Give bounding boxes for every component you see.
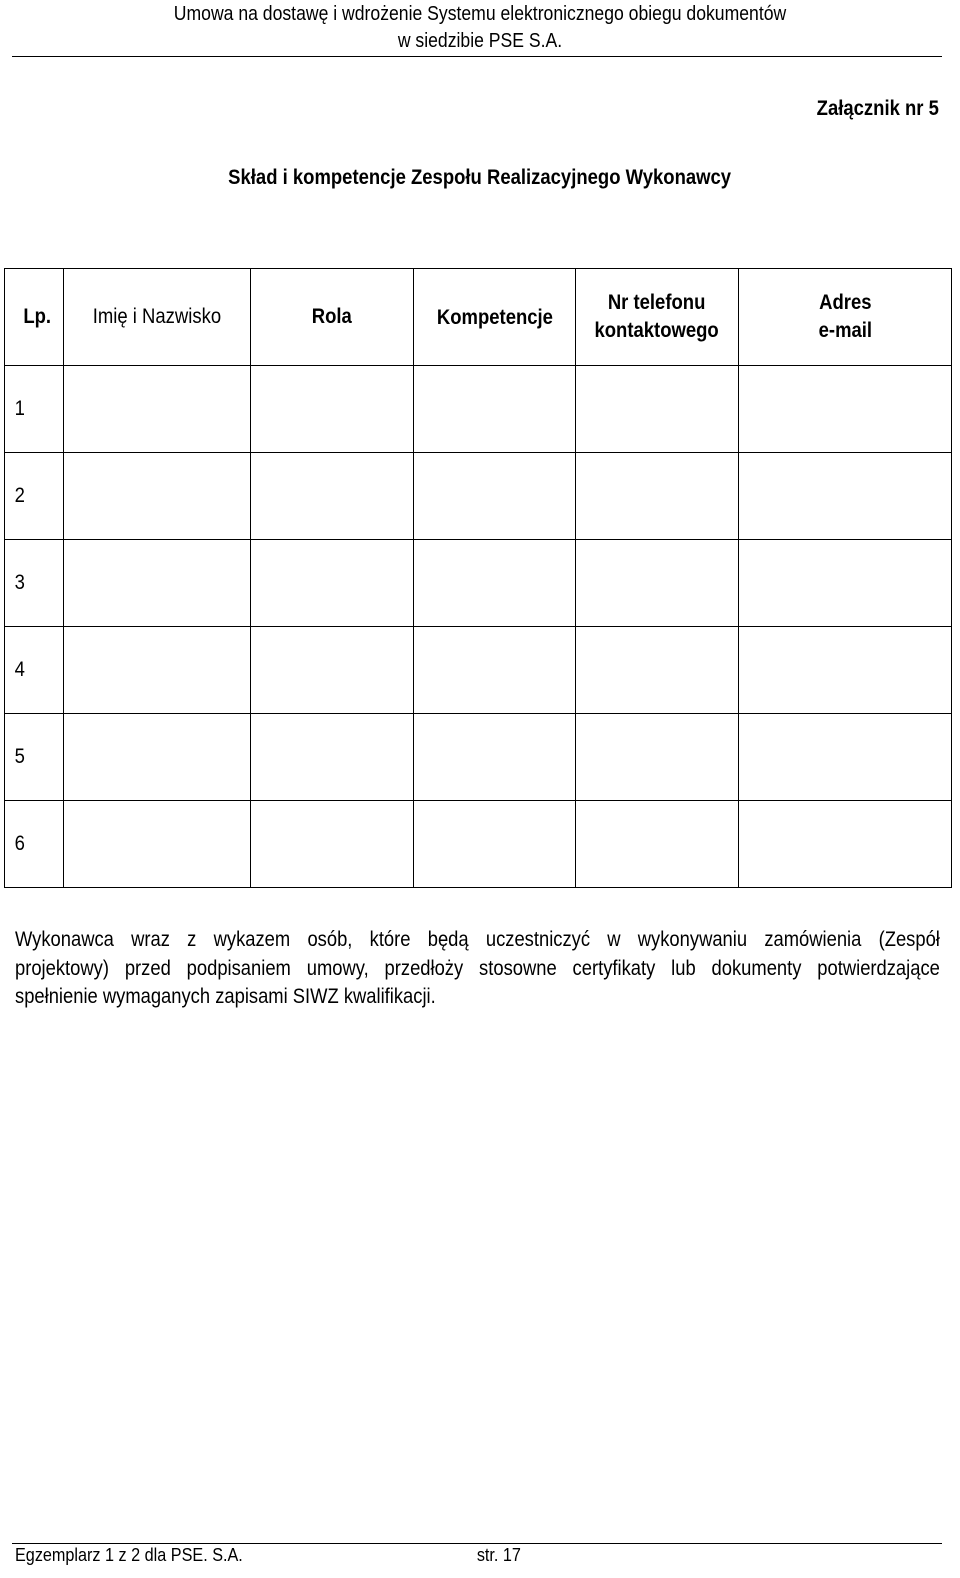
competences-cell[interactable] <box>414 453 576 540</box>
email-cell[interactable] <box>739 714 952 801</box>
footer-divider <box>12 1543 942 1544</box>
table-row <box>5 801 952 888</box>
role-cell[interactable] <box>251 366 414 453</box>
page-header <box>0 0 960 55</box>
row-number-cell: 4 <box>5 627 64 714</box>
name-cell[interactable] <box>64 801 251 888</box>
phone-cell[interactable] <box>576 627 739 714</box>
row-number-cell: 1 <box>5 366 64 453</box>
phone-cell[interactable] <box>576 453 739 540</box>
row-number-cell: 3 <box>5 540 64 627</box>
table-row <box>5 453 952 540</box>
email-cell[interactable] <box>739 540 952 627</box>
table-row <box>5 540 952 627</box>
column-header-phone: Nr telefonu kontaktowego <box>576 269 739 366</box>
header-contract-title: Umowa na dostawę i wdrożenie Systemu elektronicznego obiegu dokumentów <box>173 3 787 25</box>
phone-cell[interactable] <box>576 540 739 627</box>
header-location: w siedzibie PSE S.A. <box>397 30 563 52</box>
document-title: Skład i kompetencje Zespołu Realizacyjnego Wykonawcy <box>228 166 732 189</box>
row-number-cell: 6 <box>5 801 64 888</box>
email-cell[interactable] <box>739 366 952 453</box>
role-cell[interactable] <box>251 714 414 801</box>
email-cell[interactable] <box>739 801 952 888</box>
column-header-role: Rola <box>251 269 414 366</box>
competences-cell[interactable] <box>414 366 576 453</box>
note-line-2: projektowy) przed podpisaniem umowy, przedłoży stosowne certyfikaty lub dokumenty potwierdzające <box>15 956 940 980</box>
column-header-name: Imię i Nazwisko <box>64 269 251 366</box>
role-cell[interactable] <box>251 627 414 714</box>
footer-copy-label: Egzemplarz 1 z 2 dla PSE. S.A. <box>15 1545 243 1565</box>
header-divider <box>12 56 942 57</box>
competences-cell[interactable] <box>414 714 576 801</box>
name-cell[interactable] <box>64 453 251 540</box>
competences-cell[interactable] <box>414 540 576 627</box>
note-line-1: Wykonawca wraz z wykazem osób, które będą uczestniczyć w wykonywaniu zamówienia (Zespół <box>15 928 940 951</box>
role-cell[interactable] <box>251 801 414 888</box>
table-row <box>5 366 952 453</box>
note-line-3: spełnienie wymaganych zapisami SIWZ kwalifikacji. <box>15 985 436 1008</box>
annex-label: Załącznik nr 5 <box>816 97 939 120</box>
email-cell[interactable] <box>739 627 952 714</box>
row-number-cell: 2 <box>5 453 64 540</box>
name-cell[interactable] <box>64 627 251 714</box>
column-header-email: Adres e-mail <box>739 269 952 366</box>
phone-cell[interactable] <box>576 714 739 801</box>
name-cell[interactable] <box>64 366 251 453</box>
table-row <box>5 714 952 801</box>
team-table <box>4 268 952 888</box>
column-header-lp: Lp. <box>5 269 64 366</box>
name-cell[interactable] <box>64 540 251 627</box>
phone-cell[interactable] <box>576 366 739 453</box>
column-header-competences: Kompetencje <box>414 269 576 366</box>
phone-cell[interactable] <box>576 801 739 888</box>
name-cell[interactable] <box>64 714 251 801</box>
role-cell[interactable] <box>251 540 414 627</box>
page-footer <box>15 1545 521 1566</box>
table-row <box>5 627 952 714</box>
footer-page-number: str. 17 <box>476 1545 521 1565</box>
role-cell[interactable] <box>251 453 414 540</box>
competences-cell[interactable] <box>414 627 576 714</box>
contractor-note <box>15 926 940 1012</box>
email-cell[interactable] <box>739 453 952 540</box>
competences-cell[interactable] <box>414 801 576 888</box>
row-number-cell: 5 <box>5 714 64 801</box>
table-header-row <box>5 269 952 366</box>
